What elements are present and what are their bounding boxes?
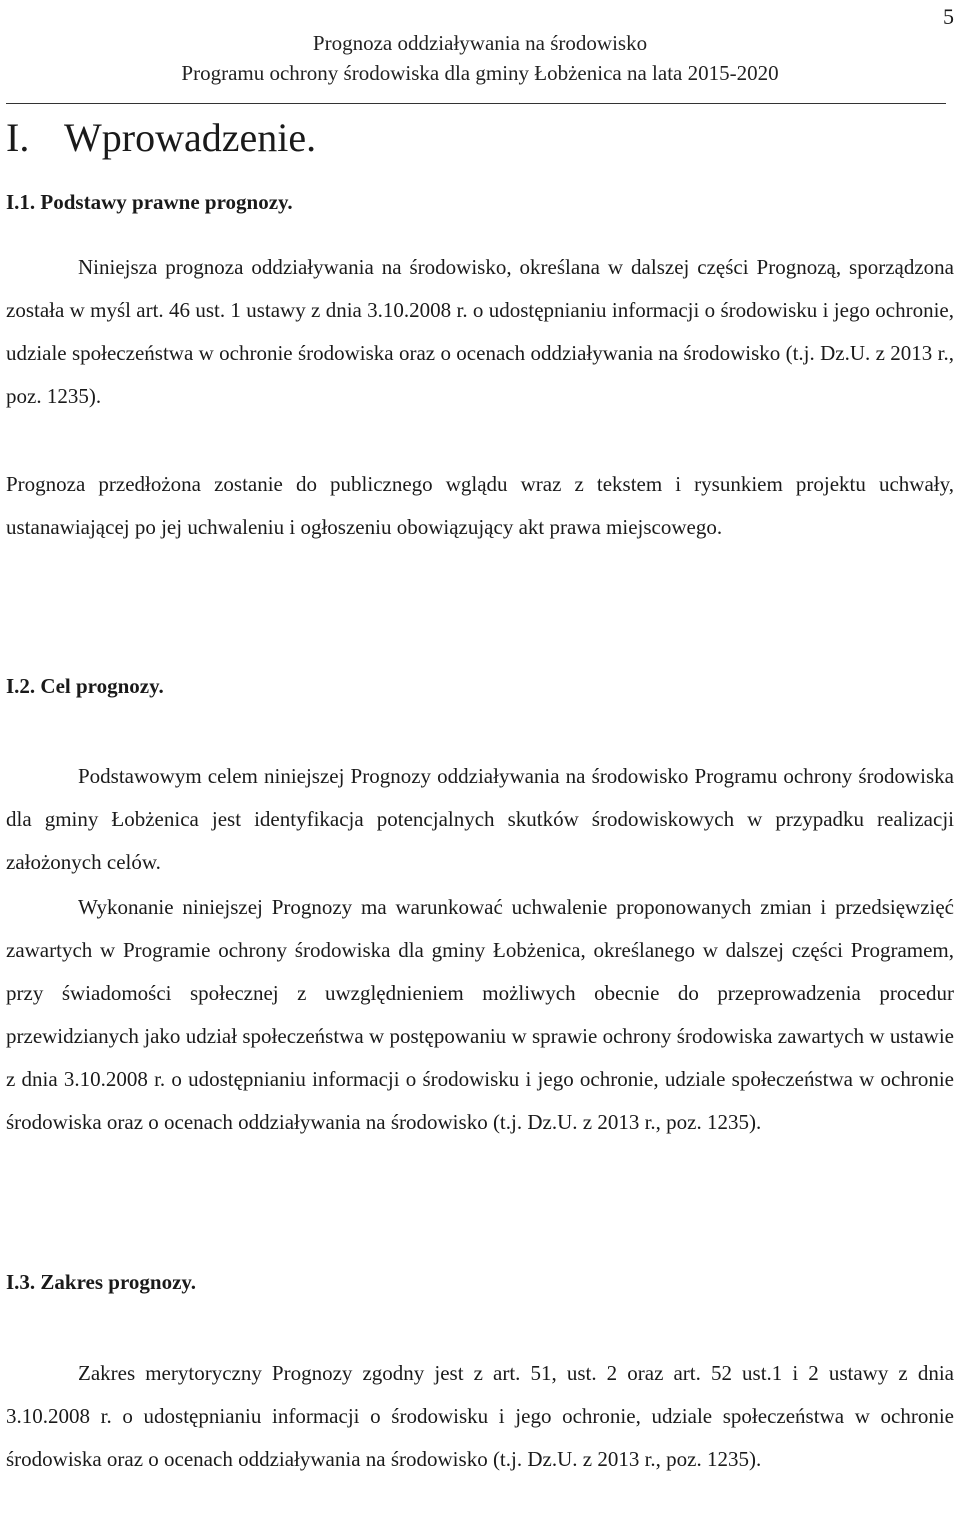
paragraph-cel-2: Wykonanie niniejszej Prognozy ma warunkować uchwalenie proponowanych zmian i przedsięwzięć zawartych w Programie ochrony środowiska dla gminy Łobżenica, określanego w dalszej części Programem, przy świadomości społecznej z uwzględnieniem możliwych obecnie do przeprowadzenia procedur przewidzianych jako udział społeczeństwa w postępowaniu w sprawie ochrony środowiska zawartych w ustawie z dnia 3.10.2008 r. o udostępnianiu informacji o środowisku i jego ochronie, udziale społeczeństwa w ochronie środowiska oraz o ocenach oddziaływania na środowisko (t.j. Dz.U. z 2013 r., poz. 1235). <box>6 895 954 1134</box>
chapter-title-text: Wprowadzenie. <box>64 115 317 160</box>
paragraph-cel-1: Podstawowym celem niniejszej Prognozy oddziaływania na środowisko Programu ochrony środowiska dla gminy Łobżenica jest identyfikacja potencjalnych skutków środowiskowych w przypadku realizacji założonych celów. <box>6 764 954 874</box>
chapter-number: I. <box>6 115 30 160</box>
page-number: 5 <box>943 4 954 29</box>
paragraph-podstawy-2: Prognoza przedłożona zostanie do publicznego wglądu wraz z tekstem i rysunkiem projektu uchwały, ustanawiającej po jej uchwaleniu i ogłoszeniu obowiązujący akt prawa miejscowego. <box>6 472 954 539</box>
section-heading-podstawy: I.1. Podstawy prawne prognozy. <box>6 190 293 214</box>
section-heading-zakres: I.3. Zakres prognozy. <box>6 1270 197 1294</box>
paragraph-zakres-1: Zakres merytoryczny Prognozy zgodny jest z art. 51, ust. 2 oraz art. 52 ust.1 i 2 ustawy z dnia 3.10.2008 r. o udostępnianiu informacji o środowisku i jego ochronie, udziale społeczeństwa w ochronie środowiska oraz o ocenach oddziaływania na środowisko (t.j. Dz.U. z 2013 r., poz. 1235). <box>6 1361 954 1471</box>
running-header-line-1: Prognoza oddziaływania na środowisko <box>312 31 648 55</box>
running-header <box>0 28 960 88</box>
chapter-title <box>6 112 316 164</box>
section-heading-cel: I.2. Cel prognozy. <box>6 674 164 698</box>
running-header-line-2: Programu ochrony środowiska dla gminy Łobżenica na lata 2015-2020 <box>181 61 779 85</box>
paragraph-podstawy-1: Niniejsza prognoza oddziaływania na środowisko, określana w dalszej części Prognozą, sporządzona została w myśl art. 46 ust. 1 ustawy z dnia 3.10.2008 r. o udostępnianiu informacji o środowisku i jego ochronie, udziale społeczeństwa w ochronie środowiska oraz o ocenach oddziaływania na środowisko (t.j. Dz.U. z 2013 r., poz. 1235). <box>6 255 954 408</box>
header-divider <box>6 103 946 104</box>
